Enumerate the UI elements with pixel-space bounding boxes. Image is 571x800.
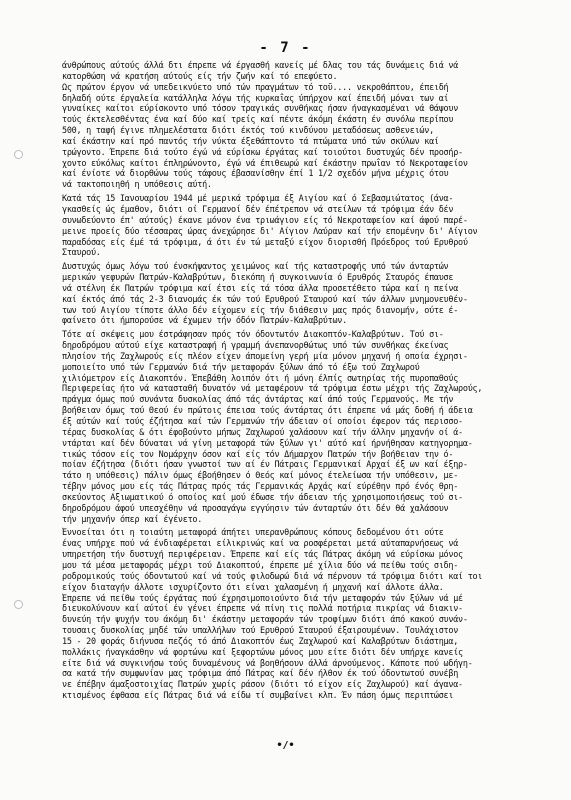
text-line: τουσαις δυσκολίας μηδέ τών υπαλλήλων τού Ερυθρού Σταυρού έξαιρουμένων. Τουλάχιστον	[62, 625, 459, 636]
text-line: τούς έκτελεσθέντας ένα καί δύο καί τρείς καί πέντε άκόμη έκάστη έν συνόλω περίπου	[62, 114, 454, 125]
text-line: κατορθώση νά κρατήση αύτούς είς τήν ζωήν καί τό επεφύετο.	[62, 70, 338, 81]
text-line: βοήθειαν όμως τού Θεού έν πρώτοις έπεισα τούς άντάρτας ότι έπρεπε νά μάς δοθή ή άδεια	[62, 405, 473, 416]
text-line: καί έκτός άπό τάς 2-3 διανομάς έκ τών τού Ερυθρού Σταυρού καί τών άλλων μνημονευθέν-	[62, 293, 468, 304]
text-line: Έννοείται ότι η τοιαύτη μεταφορά άπήτει υπερανθρώπους κόπους δεδομένου ότι ούτε	[62, 527, 444, 538]
text-line: μοποιείτο υπό τών Γερμανών διά τήν μεταφοράν ξύλων άπό τό έξω τού Ζαχλωρού	[62, 361, 420, 372]
text-line: Έπρεπε νά πείθω τούς έργάτας πού έχρησιμοποιούντο διά τήν μεταφοράν τών ξύλων νά μέ	[62, 592, 463, 603]
text-line: συνωδεύοντο έπ' αύτούς) έκανε μόνον ένα τριωάγιον είς τό Νεκροταφείον καί άφού παρέ-	[62, 214, 468, 225]
text-line: κτισμένος έφθασα είς Πάτρας διά νά είδω τί συμβαίνει κλπ. Έν πάση όμως περιπτώσει	[62, 690, 454, 701]
text-line: Τότε αί σκέψεις μου έστράφησαν πρός τόν όδοντωτόν Διακοπτόν-Καλαβρύτων. Τού σι-	[62, 329, 444, 340]
text-line: 500, η ταφή έγινε πλημελέστατα διότι έκτός τού κινδύνου μεταδόσεως ασθενειών,	[62, 125, 434, 136]
paragraph	[62, 329, 546, 524]
text-line: νά τακτοποιηθή η υπόθεσις αύτή.	[62, 179, 212, 190]
punch-hole	[14, 600, 23, 609]
paragraph	[62, 261, 546, 326]
text-line: γυναίκες καίτοι εύρίσκοντο υπό τόσον τραγικάς συνθήκας ήσαν ήναγκασμέναι νά θάψουν	[62, 103, 459, 114]
text-line: έξ αύτών καί τούς έζήτησα καί τών Γερμανών τήν άδειαν οί οποίοι έφερον τάς περισσο-	[62, 416, 463, 426]
text-line: διευκολύνουν καί αύτοί έν γένει έπρεπε νά πίνη τις πολλά ποτήρια πικρίας νά διακιν-	[62, 603, 463, 614]
text-line: καί έκάστην καί πρό παντός τήν νύκτα έξεθάπτοντο τά πτώματα υπό τών σκύλων καί	[62, 135, 439, 146]
text-line: Ως πρώτον έργον νά υπεδεικνύετο υπό τών πραγμάτων τό τοῦ.... νεκροθάπτου, έπειδή	[62, 81, 449, 92]
typewritten-body	[62, 60, 546, 701]
text-line: των τού Αιγίου τίποτε άλλο δέν είχομεν είς τήν διάθεσιν μας πρός διανομήν, ούτε έ-	[62, 304, 459, 315]
text-line: χιλιόμετρον είς Διακοπτόν. Έπεβάθη λοιπόν ότι ή μόνη έλπίς σωτηρίας τής πυροπαθούς	[62, 372, 459, 383]
text-line: νά στέλνη έκ Πατρών τρόφιμα καί έτσι είς τά τόσα άλλα προσετέθετο τώρα καί η πείνα	[62, 282, 459, 293]
text-line: ντάρται καί δέν δύναται νά γίνη μεταφορά τών ξύλων γι' αύτό καί ήρνήθησαν κατηγορημα-	[62, 437, 473, 448]
text-line: τικώς τόσον είς τον Νομάρχην όσον καί είς τόν Δήμαρχον Πατρών τήν βοήθειαν την ό-	[62, 448, 454, 459]
text-line: καί ένίοτε νά διορθώνω τούς τάφους έβασανίσθην έπί 1 1/2 σχεδόν μήνα μέχρις ότου	[62, 168, 449, 179]
text-line: γκασθείς ώς έμαθον, διότι οί Γερμανοί δέν έπέτρεπον νά στείλων τά τρόφιμα έάν δέν	[62, 203, 454, 214]
text-line: 15 - 20 φοράς διήνυσα πεζός τό άπό Διακοπτόν έως Ζαχλωρού καί Καλαβρύτων διάστημα,	[62, 635, 459, 646]
text-line: πλησίον τής Ζαχλωρούς είς πλέον είχεν άπομείνη γερή μία μόνον μηχανή ή οποία έχρησι-	[62, 350, 468, 361]
text-line: χοντο εύκόλως καίτοι έπληρώνοντο, έγώ νά έπιθεωρώ καί έκάστην πρωΐαν τό Νεκροταφείον	[62, 157, 468, 168]
text-line: δηροδρόμου άφού υπεσχέθην νά προσαγάγω εγγύησιν τών άνταρτών ότι δέν θά χαλάσουν	[62, 502, 449, 513]
text-line: είτε διά νά συγκινήσω τούς δυναμένους νά βοηθήσουν άλλά άρνούμενος. Κάποτε πού ωδήγη-	[62, 657, 473, 668]
text-line: μου τά μέσα μεταφοράς μέχρι τού Διακοπτού, έπρεπε μέ χίλια δύο νά πείθω τούς σιδη-	[62, 559, 459, 570]
text-line: δηροδρόμου αύτού είχε καταστραφή ή γραμμή άνεπανορθώτως υπό τών συνθήκας έκείνας	[62, 340, 449, 351]
text-line: δηλαδή ούτε έργαλεία κατάλληλα λόγω τής κυρκαΐας ύπήρχον καί έπειδή μόναι των αί	[62, 92, 449, 103]
paragraph	[62, 60, 546, 190]
text-line: Δυστυχώς όμως λόγω τού ένσκήψαντος χειμώνος καί τής καταστροφής υπό τών άνταρτών	[62, 261, 449, 272]
text-line: δυνεύη τήν ψυχήν του άκόμη δι' έκάστην μεταφοράν τών τροφίμων διότι άπό κακού συνάν-	[62, 614, 468, 625]
text-line: τέβην μόνος μου είς τάς Πάτρας πρός τάς Γερμανικάς Αρχάς καί εύρέθην πρό ένός θρη-	[62, 481, 459, 492]
text-line: παραδόσας είς έμέ τά τρόφιμα, ά ότι έν τώ μεταξύ είχον διορισθή Πρόεδρος τού Ερυθρού	[62, 236, 468, 247]
punch-hole	[14, 150, 23, 159]
continuation-mark: •/•	[276, 740, 295, 751]
page-number: - 7 -	[259, 40, 312, 56]
text-line: άνθρώπους αύτούς άλλά δτι έπρεπε νά έργασθή κανείς μέ δλας του τάς δυνάμεις διά νά	[62, 60, 459, 70]
text-line: ροδρομικούς τούς όδοντωτού καί νά τούς φιλοδωρώ διά νά πέρνουν τά τρόφιμα διότι καί τοι	[62, 570, 483, 581]
text-line: Περιφερείας ήτο νά κατασταθή δυνατόν νά μεταφέρουν τά τρόφιμα έστω μέχρι τής Ζαχλωρούς,	[62, 383, 483, 394]
paragraph	[62, 193, 546, 258]
text-line: μερικών γεφυρών Πατρών-Καλαβρύτων, διεκόπη ή συγκοινωνία ό Ερυθρός Σταυρός έπαυσε	[62, 272, 454, 283]
text-line: ένας υπήρχε πού νά ένδιαφέρεται είλικρινώς καί να ροσφέρεται μετά αύταπαρνήσεως νά	[62, 538, 459, 549]
text-line: τρώγοντο. Έπρεπε διά τούτο έγώ νά εύρίσκω έργάτας καί τοιούτοι δυστυχώς δέν προσήρ-	[62, 146, 463, 157]
text-line: τέρας δυσκολίας & ότι έφοβούντο μήπως Ζαχλωρού χαλάσουν καί τήν άλλην μηχανήν οί ά-	[62, 426, 463, 437]
text-line: τήν μηχανήν όπερ καί έγένετο.	[62, 513, 203, 524]
text-line: υπηρετήση τήν δυστυχή περιφέρειαν. Έπρεπε καί είς τάς Πάτρας άκόμη νά εύρίσκω μόνος	[62, 549, 463, 560]
text-line: τάτο η υπόθεσις) πάλιν όμως έβοήθησεν ό Θεός καί μόνος έτελείωσα τήν υπόθεσιν, με-	[62, 470, 459, 481]
text-line: Σταυρού.	[62, 247, 101, 258]
text-line: φαίνετο ότι ήμπορούσε νά έχωμεν τήν όδόν Πατρών-Καλαβρύτων.	[62, 315, 347, 326]
paragraph	[62, 527, 546, 701]
text-line: νε έπέβην άμαξοστοιχίας Πατρών χωρίς ράσον (διότι τό είχον είς Ζαχλωρού) καί άγανα-	[62, 679, 463, 690]
text-line: σα κατά τήν συμφωνίαν μας τρόφιμα άπό Πάτρας καί δέν ήλθον έκ τού όδοντωτού συνέβη	[62, 668, 459, 679]
text-line: πολλάκις ήναγκάσθην νά φορτώνω καί ξεφορτώνω μόνος μου είτε διότι δέν υπήρχε κανείς	[62, 646, 463, 657]
text-line: είχον διαταγήν άλλοτε ισχυρίζοντο ότι είναι χαλασμένη ή μηχανή καί άλλοτε άλλα.	[62, 581, 444, 592]
text-line: Κατά τάς 15 Ιανουαρίου 1944 μέ μερικά τρόφιμα έξ Αιγίου καί ό Σεβασμιώτατος (άνα-	[62, 193, 454, 204]
text-line: πράγμα όμως πού συνάντα δυσκολίας άπό τάς άντάρτας καί άπό τούς Γερμανούς. Με τήν	[62, 394, 454, 405]
text-line: σκεύοντος Αξιωματικού ό οποίος καί μού έδωσε τήν άδειαν τής χρησιμοποιήσεως τού σι-	[62, 491, 463, 502]
text-line: ποίαν έζήτησα (διότι ήσαν γνωστοί των αί έν Πάτραις Γερμανικαί Αρχαί έξ ων καί έξηρ-	[62, 459, 468, 470]
text-line: μεινε προείς δύο τέσσαρας ώρας άνεχώρησε δι' Αίγιον Λαύραν καί τήν επομένην δι' Αίγιον	[62, 225, 478, 236]
